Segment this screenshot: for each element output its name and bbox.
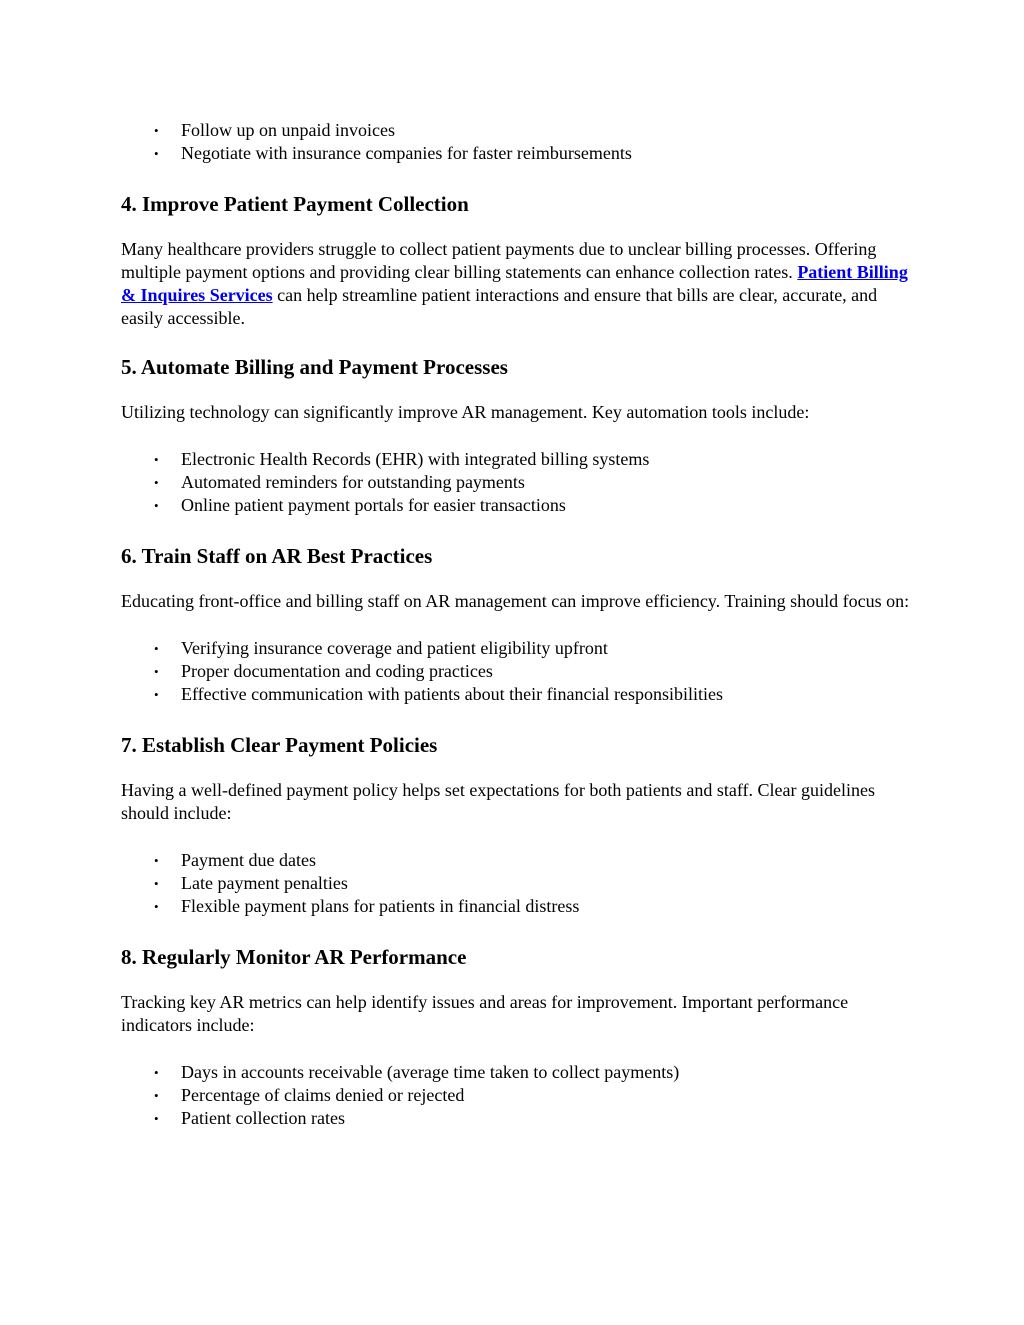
bullet-icon: •: [154, 146, 159, 161]
patient-billing-link[interactable]: Patient Billing & Inquires Services: [121, 262, 908, 305]
section-7-paragraph: Having a well-defined payment policy helps set expectations for both patients and staff. Clear guidelines should include:: [121, 780, 875, 823]
bullet-icon: •: [154, 452, 159, 467]
list-item: • Effective communication with patients about their financial responsibilities: [154, 684, 724, 704]
intro-bullet-list: [121, 119, 911, 165]
list-item: • Patient collection rates: [154, 1108, 345, 1128]
bullet-icon: •: [154, 123, 159, 138]
bullet-icon: •: [154, 498, 159, 513]
section-8-bullet-list: [121, 1061, 911, 1130]
bullet-icon: •: [154, 1065, 159, 1080]
list-item: • Payment due dates: [154, 850, 316, 870]
section-5-bullet-list: [121, 448, 911, 517]
list-item: • Automated reminders for outstanding payments: [154, 472, 525, 492]
list-item: • Percentage of claims denied or rejected: [154, 1085, 465, 1105]
bullet-icon: •: [154, 876, 159, 891]
bullet-icon: •: [154, 853, 159, 868]
section-6-bullet-list: [121, 637, 911, 706]
list-item: • Verifying insurance coverage and patient eligibility upfront: [154, 638, 608, 658]
list-item: • Online patient payment portals for easier transactions: [154, 495, 566, 515]
section-8-paragraph: Tracking key AR metrics can help identify issues and areas for improvement. Important performance indicators include:: [121, 992, 849, 1035]
section-6-heading: 6. Train Staff on AR Best Practices: [121, 544, 433, 568]
bullet-icon: •: [154, 475, 159, 490]
section-7-heading: 7. Establish Clear Payment Policies: [121, 733, 438, 757]
bullet-icon: •: [154, 687, 159, 702]
section-4-heading: 4. Improve Patient Payment Collection: [121, 192, 469, 216]
section-5-paragraph: Utilizing technology can significantly improve AR management. Key automation tools include:: [121, 402, 810, 422]
section-7-bullet-list: [121, 849, 911, 918]
list-item: • Negotiate with insurance companies for faster reimbursements: [154, 143, 632, 163]
bullet-icon: •: [154, 664, 159, 679]
bullet-icon: •: [154, 641, 159, 656]
bullet-icon: •: [154, 1088, 159, 1103]
section-5-heading: 5. Automate Billing and Payment Processes: [121, 355, 508, 379]
section-6-paragraph: Educating front-office and billing staff on AR management can improve efficiency. Training should focus on:: [121, 591, 910, 611]
bullet-icon: •: [154, 1111, 159, 1126]
list-item: • Electronic Health Records (EHR) with integrated billing systems: [154, 449, 650, 469]
list-item: • Proper documentation and coding practices: [154, 661, 493, 681]
list-item: • Flexible payment plans for patients in financial distress: [154, 896, 580, 916]
bullet-icon: •: [154, 899, 159, 914]
list-item: • Days in accounts receivable (average time taken to collect payments): [154, 1062, 680, 1082]
list-item: • Follow up on unpaid invoices: [154, 120, 395, 140]
document-page: [121, 119, 911, 1130]
section-8-heading: 8. Regularly Monitor AR Performance: [121, 945, 467, 969]
section-4-paragraph: Many healthcare providers struggle to collect patient payments due to unclear billing processes. Offering multiple payment options and providing clear billing statements can enhance collection rates. Patient Billing & Inquires Services can help streamline patient interactions and ensure that bills are clear, accurate, and easily accessible.: [121, 239, 908, 328]
list-item: • Late payment penalties: [154, 873, 348, 893]
